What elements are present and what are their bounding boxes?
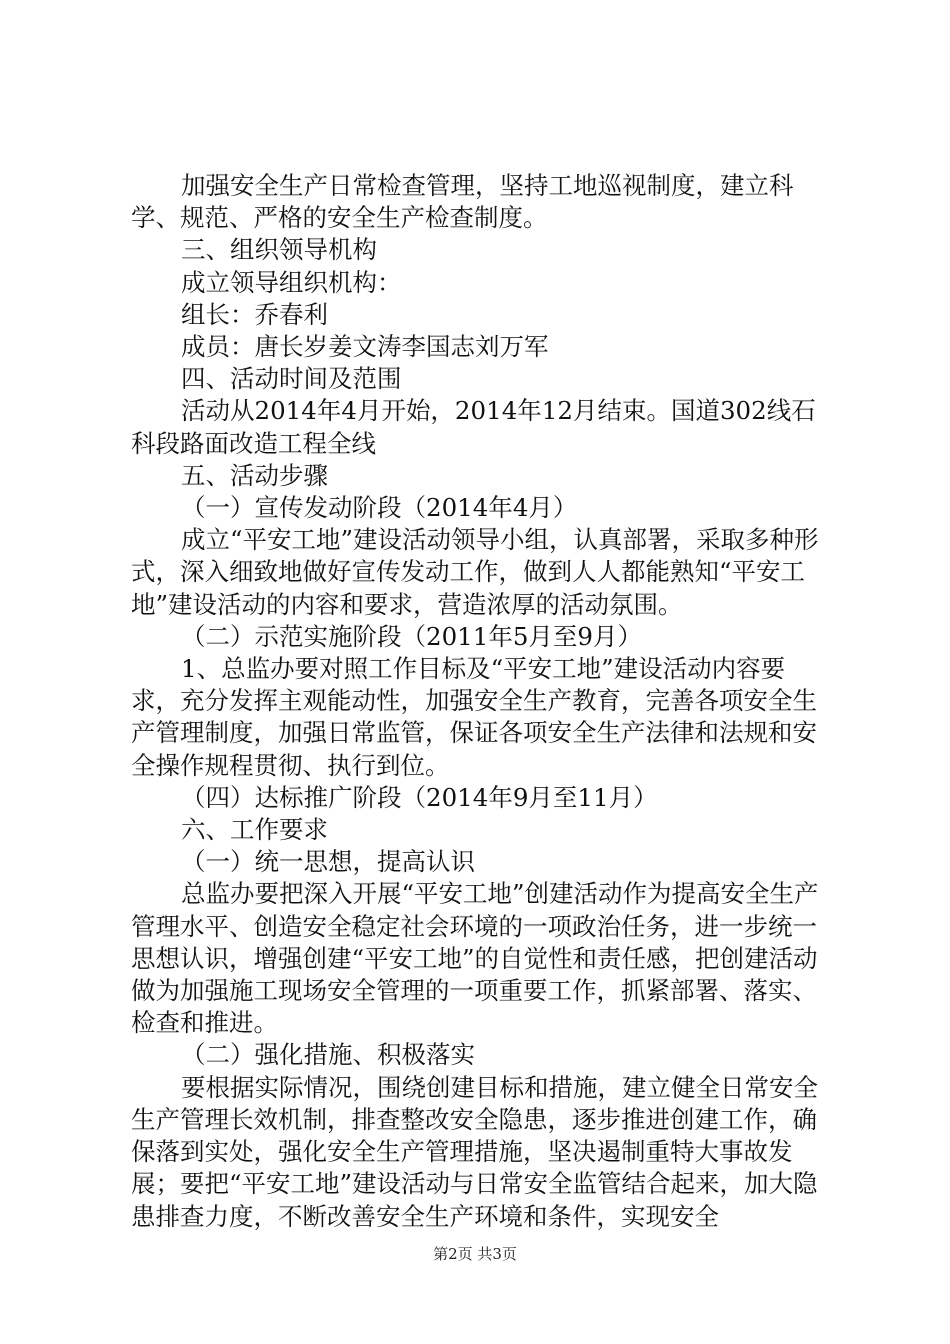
paragraph-inspection: 加强安全生产日常检查管理，坚持工地巡视制度，建立科学、规范、严格的安全生产检查制度。 bbox=[131, 171, 794, 233]
heading-promotion-stage: （四）达标推广阶段（2014年9月至11月） bbox=[181, 782, 658, 812]
heading-demo-stage: （二）示范实施阶段（2011年5月至9月） bbox=[181, 621, 643, 651]
paragraph-members: 成员：唐长岁姜文涛李国志刘万军 bbox=[181, 332, 549, 362]
heading-steps: 五、活动步骤 bbox=[181, 460, 328, 490]
heading-requirements: 六、工作要求 bbox=[181, 815, 328, 845]
heading-unify-thinking: （一）统一思想，提高认识 bbox=[181, 847, 475, 877]
document-body bbox=[131, 170, 831, 1233]
heading-time-scope: 四、活动时间及范围 bbox=[181, 364, 402, 394]
paragraph-time-scope: 活动从2014年4月开始，2014年12月结束。国道302线石科段路面改造工程全线 bbox=[131, 396, 816, 458]
paragraph-unify-thinking: 总监办要把深入开展“平安工地”创建活动作为提高安全生产管理水平、创造安全稳定社会环境的一项政治任务，进一步统一思想认识，增强创建“平安工地”的自觉性和责任感，把创建活动做为加强施工现场安全管理的一项重要工作，抓紧部署、落实、检查和推进。 bbox=[131, 879, 819, 1038]
heading-publicity-stage: （一）宣传发动阶段（2014年4月） bbox=[181, 493, 578, 523]
paragraph-leader: 组长：乔春利 bbox=[181, 299, 328, 329]
heading-organization: 三、组织领导机构 bbox=[181, 235, 377, 265]
heading-strengthen-measures: （二）强化措施、积极落实 bbox=[181, 1040, 475, 1070]
paragraph-strengthen-measures: 要根据实际情况，围绕创建目标和措施，建立健全日常安全生产管理长效机制，排查整改安全隐患，逐步推进创建工作，确保落到实处，强化安全生产管理措施，坚决遏制重特大事故发展；要把“平安工地”建设活动与日常安全监管结合起来，加大隐患排查力度，不断改善安全生产环境和条件，实现安全 bbox=[131, 1072, 818, 1231]
paragraph-establish-org: 成立领导组织机构： bbox=[181, 267, 402, 297]
page-number-footer: 第2页 共3页 bbox=[433, 1245, 517, 1263]
paragraph-demo: 1、总监办要对照工作目标及“平安工地”建设活动内容要求，充分发挥主观能动性，加强安全生产教育，完善各项安全生产管理制度，加强日常监管，保证各项安全生产法律和法规和安全操作规程贯彻、执行到位。 bbox=[131, 654, 817, 780]
paragraph-publicity: 成立“平安工地”建设活动领导小组，认真部署，采取多种形式，深入细致地做好宣传发动工作，做到人人都能熟知“平安工地”建设活动的内容和要求，营造浓厚的活动氛围。 bbox=[131, 525, 819, 619]
